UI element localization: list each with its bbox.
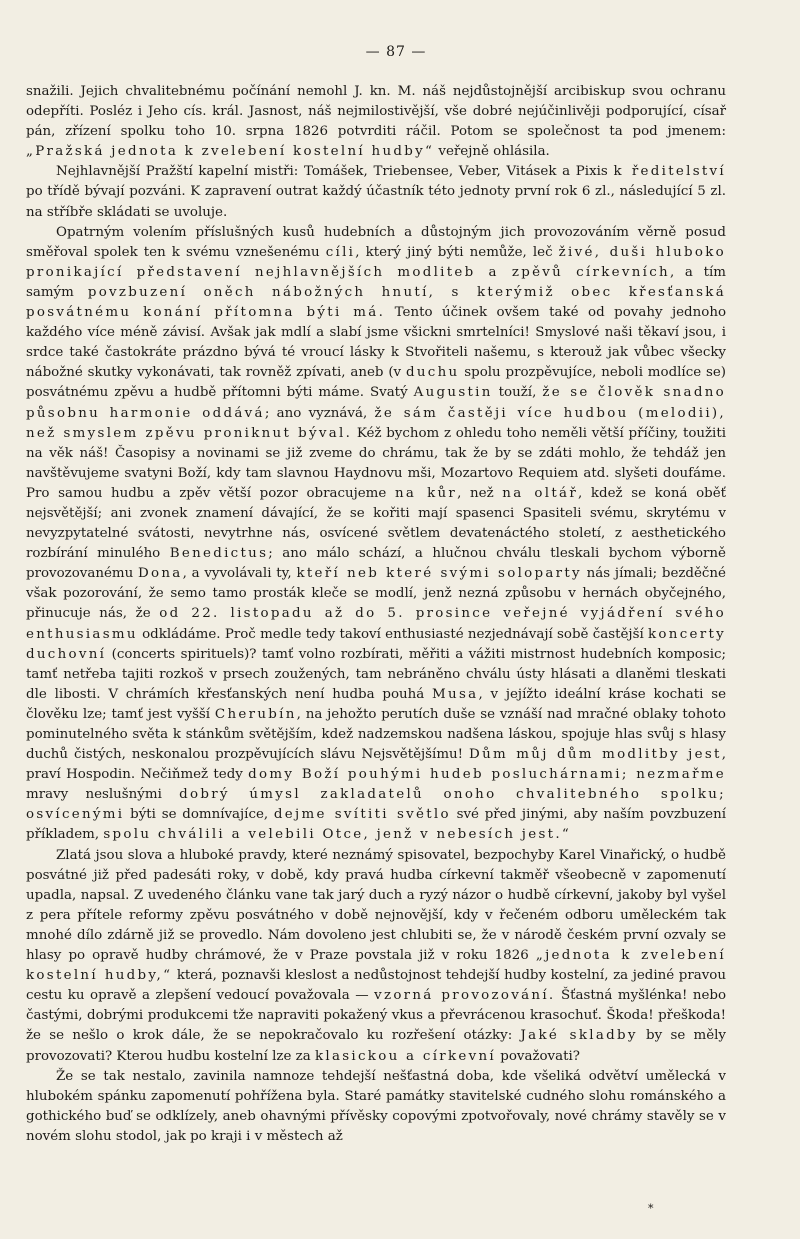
paragraph-text: ; ano málo schází, a hlučnou chválu tleskali bychom výborně provozovanému [26, 546, 726, 582]
spaced-emphasis-text: na kůr [394, 485, 458, 501]
spaced-emphasis-text: Musa [432, 686, 479, 702]
paragraph-text: Že se tak nestalo, zavinila namnoze tehdejší nešťastná doba, kde všeliká odvětví umělecká v hlubokém spánku zapomenutí pohřížena byla. Staré památky stavitelské cudného slohu románského a gothického buď se odklízely, aneb ohavnými přívěsky copovými zpotvořovaly, nové chrámy stavěly se v novém slohu stodol, jak po kraji i v městech až [26, 1068, 726, 1144]
paragraph [26, 846, 726, 1067]
spaced-emphasis-text: na oltář [502, 485, 579, 501]
page [26, 44, 726, 1147]
paragraph-text: , kdež se koná oběť nejsvětější; ani zvonek znamení dávající, že se kořiti mají spasenci Spasiteli svému, skrytému v nevyzpytatelné svátosti, nevytrhne nás, osvícené světlem devatenáctého století, z aesthetického rozbírání minulého [26, 485, 727, 562]
paragraph-text: nás jímali; bezděčné však pozorování, že semo tamo prosták kleče se modlí, jenž nezná způsobu v hernách obyčejného, přinucuje nás, že [26, 566, 726, 622]
paragraph-text: , než [457, 485, 503, 501]
paragraph [26, 82, 726, 162]
spaced-emphasis-text: kteří neb které svými soloparty [296, 566, 582, 582]
spaced-emphasis-text: Benedictus [169, 546, 269, 562]
spaced-emphasis-text: k ředitelství [613, 164, 727, 180]
spaced-emphasis-text: živé, duši hluboko pronikající představení nejhlavnějších modliteb a zpěvů církevních [26, 244, 727, 280]
paragraph [26, 162, 726, 222]
spaced-emphasis-text: vzorná provozování. [374, 988, 556, 1004]
paragraph-text: která, poznavši kleslost a nedůstojnost tehdejší hudby kostelní, za jediné pravou cestu ku opravě a zlepšení vedoucí považovala — [26, 968, 726, 1004]
paragraph-text: považovati? [496, 1048, 580, 1064]
paragraph-text: , na jehožto perutích duše se vznáší nad mračné oblaky tohoto pominutelného světa k stánkům světějším, kdež nadzemskou nadšena láskou, spojuje hlas svůj s hlasy duchů čistých, neskonalou prozpěvujících slávu Nejsvětějšímu! [26, 706, 726, 763]
paragraph-text: , a tím samým [26, 264, 726, 300]
spaced-emphasis-text: že sám častěji více hudbou (melodii), než smyslem zpěvu proniknut býval. [26, 405, 726, 441]
paragraph-text: odkládáme. Proč medle tedy takoví enthusiasté nezjednávají sobě častější [137, 626, 649, 642]
paragraph-text: Opatrným volením příslušných kusů hudebních a důstojným jich provozováním věrně posud směřoval spolek ten k svému vznešenému [26, 224, 726, 260]
spaced-emphasis-text: koncerty duchovní [26, 626, 726, 662]
paragraph-text: Tento účinek ovšem také od povahy jednoho každého více méně závisí. Avšak jak mdlí a slabí jsme všickni smrtelníci! Smyslové naši těkaví jsou, i srdce také častokráte prázdno bývá té vroucí lásky k Stvořiteli našemu, s kterouž jak vůbec všecky nábožné skutky vykonávati, tak rovněž zpívati, aneb (v [26, 305, 727, 381]
paragraph-text: , který jiný býti nemůže, leč [355, 244, 559, 260]
paragraph-text: Zlatá jsou slova a hluboké pravdy, které neznámý spisovatel, bezpochyby Karel Vinařický, o hudbě posvátné již před padesáti roky, v době, kdy pravá hudba církevní takměř všeobecně v zapomenutí upadla, napsal. Z uvedeného článku vane tak jarý duch a ryzý názor o hudbě církevní, jakoby byl vyšel z pera přítele reformy zpěvu posvátného v době nejnovější, kdy v řečeném odboru uměleckém tak mnohé dílo zdárně již se provedlo. Nám dovoleno jest chlubiti se, že v národě českém první ozvaly se hlasy po opravě hudby chrámové, že v Praze povstala již v roku 1826 [26, 847, 726, 964]
footer-mark: * [648, 1202, 654, 1215]
paragraph-text: , v jejížto ideální kráse kochati se člověku lze; tamť jest vyšší [26, 686, 726, 722]
spaced-emphasis-text: Augustin [413, 385, 493, 401]
paragraph-text: Nejhlavnější Pražští kapelní mistři: Tomášek, Triebensee, Veber, Vitásek a Pixis [56, 164, 614, 180]
spaced-emphasis-text: že se člověk snadno působnu harmonie oddává [26, 385, 726, 421]
paragraph-text: Šťastná myšlénka! nebo častými, dobrými produkcemi tže napraviti pokažený vkus a převrácenou krasochuť. Škoda! přeškoda! že se nešlo o krok dále, že se nepokračovalo ku rozřešení otázky: [26, 988, 727, 1044]
spaced-emphasis-text: duchu [405, 365, 460, 381]
paragraph-text: , praví Hospodin. Nečiňmež tedy [26, 747, 726, 783]
spaced-emphasis-text: klasickou a církevní [314, 1048, 496, 1064]
spaced-emphasis-text: od 22. listopadu až do 5. prosince veřejné vyjádření svého enthusiasmu [26, 606, 726, 642]
spaced-emphasis-text: Jaké skladby [520, 1028, 638, 1044]
paragraph-text: spolu prozpěvujíce, neboli modlíce se) posvátnému zpěvu a hudbě přítomni býti máme. Svatý [26, 365, 726, 401]
spaced-emphasis-text: domy Boží pouhými hudeb posluchárnami; nezmařme [248, 767, 726, 783]
paragraph-text: touží, [492, 385, 543, 401]
spaced-emphasis-text: Cherubín [214, 706, 297, 722]
paragraph-text: snažili. Jejich chvalitebnému počínání nemohl J. kn. M. náš nejdůstojnější arcibiskup svou ochranu odepříti. Posléz i Jeho cís. král. Jasnost, náš nejmilostivější, vše dobré nejúčinlivěji podporující, císař pán, zřízení spolku toho 10. srpna 1826 potvrditi ráčil. Potom se společnost ta pod jmenem: [26, 84, 726, 140]
paragraph-text: své před jinými, aby naším povzbuzení příkladem, [26, 807, 726, 843]
paragraph-text: , a vyvolávali ty, [182, 566, 297, 582]
spaced-emphasis-text: dejme svítiti světlo [273, 807, 451, 823]
paragraph-text: Kéž bychom z ohledu toho neměli větší příčiny, toužiti na věk náš! Časopisy a novinami se již zveme do chrámu, tak že by se zdáti mohlo, že tehdáž jen navštěvujeme svatyni Boží, kdy tam slavnou Haydnovu mši, Mozartovo Requiem atd. slyšeti doufáme. Pro samou hudbu a zpěv větší pozor obracujeme [26, 425, 727, 501]
spaced-emphasis-text: dobrý úmysl zakladatelů onoho chvalitebného spolku; osvícenými [26, 787, 726, 823]
paragraph-text: veřejně ohlásila. [434, 144, 550, 160]
spaced-emphasis-text: „jednota k zvelebení kostelní hudby,“ [26, 948, 726, 984]
spaced-emphasis-text: Dona [137, 566, 183, 582]
spaced-emphasis-text: „Pražská jednota k zvelebení kostelní hudby“ [26, 144, 435, 160]
spaced-emphasis-text: Dům můj dům modlitby jest [469, 747, 722, 763]
spaced-emphasis-text: cíli [325, 244, 356, 260]
spaced-emphasis-text: povzbuzení oněch nábožných hnutí, s kterýmiž obec křesťanská posvátnému konání přítomna býti má. [26, 284, 726, 321]
paragraph-text: mravy neslušnými [26, 787, 180, 803]
spaced-emphasis-text: spolu chválili a velebili Otce, jenž v nebesích jest. [103, 827, 562, 843]
paragraph-text: “ [561, 827, 569, 843]
page-number: — 87 — [365, 44, 427, 60]
body-text [26, 82, 726, 1147]
paragraph-text: po třídě bývají pozváni. K zapravení outrat každý účastník této jednoty první rok 6 zl., následující 5 zl. na stříbře skládati se uvoluje. [26, 184, 726, 220]
paragraph-text: ; ano vyznává, [264, 405, 375, 421]
paragraph-text: by se měly provozovati? Kterou hudbu kostelní lze za [26, 1028, 726, 1064]
paragraph [26, 1067, 726, 1147]
paragraph [26, 223, 726, 846]
paragraph-text: býti se domnívajíce, [124, 807, 274, 823]
paragraph-text: (concerts spirituels)? tamť volno rozbírati, měřiti a vážiti mistrnost hudebních komposic; tamť netřeba tajiti rozkoš v prsech zoužených, tam nebráněno chválu ústy hlásati a dlaněmi tleskati dle libosti. V chrámích křesťanských není hudba pouhá [26, 646, 726, 702]
